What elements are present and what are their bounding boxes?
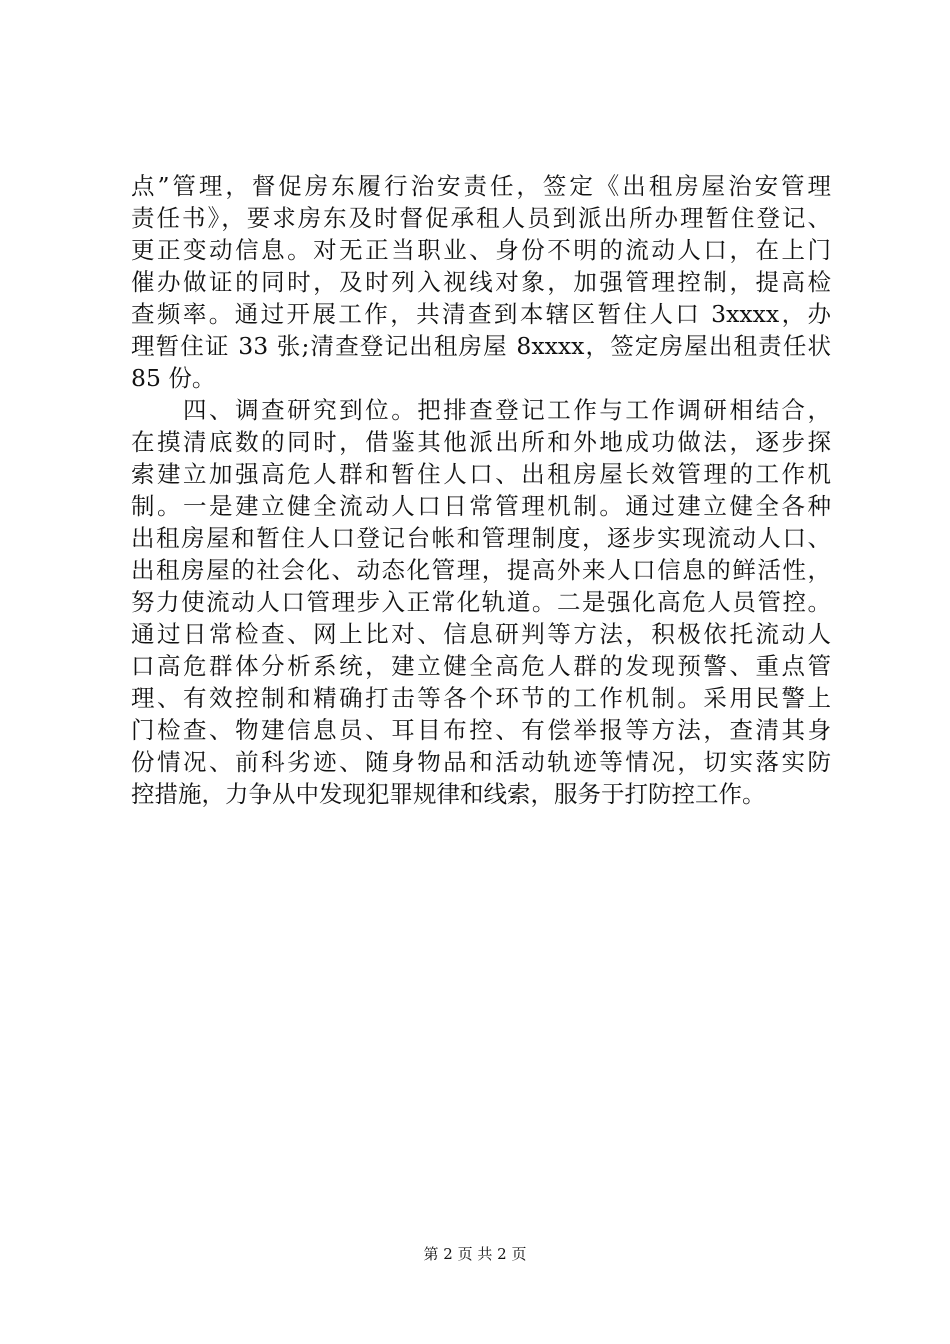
- body-line: 控措施，力争从中发现犯罪规律和线索，服务于打防控工作。: [131, 780, 766, 808]
- page-footer: [0, 1244, 950, 1264]
- page-number: 第 2 页 共 2 页: [423, 1245, 527, 1263]
- body-line: 催办做证的同时，及时列入视线对象，加强管理控制，提高检: [131, 268, 831, 296]
- body-line: 索建立加强高危人群和暂住人口、出租房屋长效管理的工作机: [131, 460, 831, 488]
- body-line: 出租房屋和暂住人口登记台帐和管理制度，逐步实现流动人口、: [131, 524, 831, 552]
- body-line: 查频率。通过开展工作，共清查到本辖区暂住人口 3xxxx，办: [131, 300, 831, 328]
- body-line: 通过日常检查、网上比对、信息研判等方法，积极依托流动人: [131, 620, 831, 648]
- body-line: 理暂住证 33 张;清查登记出租房屋 8xxxx，签定房屋出租责任状: [131, 332, 831, 360]
- body-line: 85 份。: [131, 364, 216, 392]
- body-line: 责任书》，要求房东及时督促承租人员到派出所办理暂住登记、: [131, 204, 831, 232]
- body-line: 点”管理，督促房东履行治安责任，签定《出租房屋治安管理: [131, 172, 831, 200]
- body-line: 理、有效控制和精确打击等各个环节的工作机制。采用民警上: [131, 684, 831, 712]
- body-line: 份情况、前科劣迹、随身物品和活动轨迹等情况，切实落实防: [131, 748, 831, 776]
- body-line: 口高危群体分析系统，建立健全高危人群的发现预警、重点管: [131, 652, 831, 680]
- body-line: 努力使流动人口管理步入正常化轨道。二是强化高危人员管控。: [131, 588, 831, 616]
- body-line: 更正变动信息。对无正当职业、身份不明的流动人口，在上门: [131, 236, 831, 264]
- body-line: 在摸清底数的同时，借鉴其他派出所和外地成功做法，逐步探: [131, 428, 831, 456]
- body-line: 门检查、物建信息员、耳目布控、有偿举报等方法，查清其身: [131, 716, 831, 744]
- body-line: 制。一是建立健全流动人口日常管理机制。通过建立健全各种: [131, 492, 831, 520]
- body-line: 四、调查研究到位。把排查登记工作与工作调研相结合，: [131, 396, 831, 424]
- body-line: 出租房屋的社会化、动态化管理，提高外来人口信息的鲜活性，: [131, 556, 831, 584]
- document-body: [131, 170, 831, 810]
